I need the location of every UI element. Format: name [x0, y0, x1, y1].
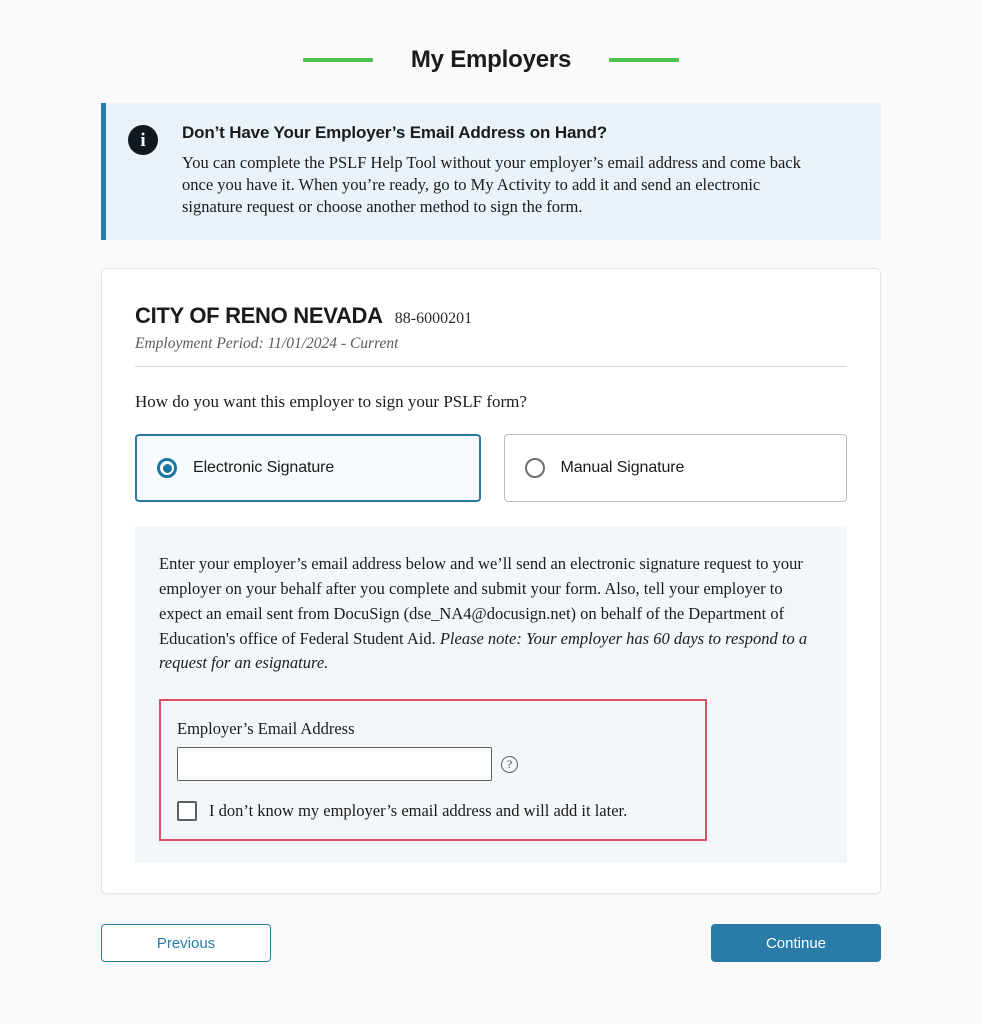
radio-manual-signature-icon[interactable] — [525, 458, 545, 478]
employer-card — [101, 268, 881, 894]
unknown-email-checkbox-row[interactable] — [177, 801, 687, 821]
option-electronic-signature[interactable] — [135, 434, 481, 502]
info-banner-text: You can complete the PSLF Help Tool without your employer’s email address and come back once you have it. When you’re ready, go to My Activity to add it and send an electronic signature request or choose another method to sign the form. — [182, 153, 801, 217]
footer-actions — [101, 924, 881, 962]
employment-period: Employment Period: 11/01/2024 - Current — [135, 335, 399, 353]
card-divider — [135, 366, 847, 367]
esign-description-main: Enter your employer’s email address below and we’ll send an electronic signature request to your employer on your behalf after you complete and submit your form. Also, tell your employer to expect an email sent from DocuSign (dse_NA4@docusign.net) on behalf of the Department of Education's office of Federal Student Aid. — [159, 554, 803, 648]
title-rule-right-icon — [609, 58, 679, 62]
info-banner-body — [182, 123, 859, 218]
employer-email-highlight-block — [159, 699, 707, 841]
info-icon: i — [128, 125, 158, 155]
help-circle-icon[interactable]: ? — [501, 756, 518, 773]
info-banner — [101, 103, 881, 240]
option-manual-signature-label: Manual Signature — [560, 459, 685, 477]
signature-options — [135, 434, 847, 502]
employer-header — [135, 303, 847, 329]
signature-question: How do you want this employer to sign your PSLF form? — [135, 392, 527, 412]
employer-name: CITY OF RENO NEVADA — [135, 303, 383, 329]
esign-description-note: Please note: Your employer has 60 days to respond to a request for an esignature. — [159, 628, 808, 673]
employer-ein: 88-6000201 — [394, 310, 473, 328]
unknown-email-checkbox-label: I don’t know my employer’s email address and will add it later. — [209, 801, 628, 821]
esign-description — [159, 552, 823, 676]
continue-button[interactable]: Continue — [711, 924, 881, 962]
option-manual-signature[interactable] — [504, 434, 848, 502]
unknown-email-checkbox[interactable] — [177, 801, 197, 821]
esign-panel — [135, 526, 847, 863]
page-title-row — [0, 0, 982, 74]
title-rule-left-icon — [303, 58, 373, 62]
info-banner-heading: Don’t Have Your Employer’s Email Address on Hand? — [182, 123, 607, 142]
radio-electronic-signature-icon[interactable] — [157, 458, 177, 478]
employer-email-input[interactable] — [177, 747, 492, 781]
employer-email-label: Employer’s Email Address — [177, 719, 355, 739]
page-title: My Employers — [410, 46, 572, 73]
employer-email-field-row — [177, 747, 687, 781]
option-electronic-signature-label: Electronic Signature — [193, 459, 335, 477]
previous-button[interactable]: Previous — [101, 924, 271, 962]
